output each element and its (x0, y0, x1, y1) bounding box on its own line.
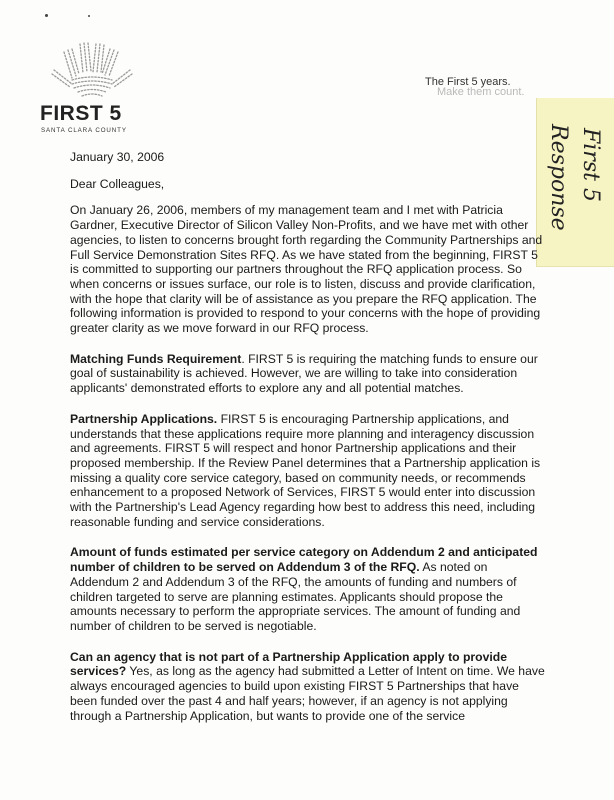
hand-icon (50, 40, 140, 102)
section-heading: Partnership Applications. (70, 411, 218, 426)
section-body: Yes, as long as the agency had submitted a Letter of Intent on time. We have always encouraged agencies to build upon existing FIRST 5 Partnerships that have been funded over the past 4 and half years; however, if an agency is not applying through a Partnership Application, but wants to provide one of the service (70, 664, 545, 723)
section-heading: Matching Funds Requirement (70, 351, 242, 366)
section-body: FIRST 5 is encouraging Partnership applications, and understands that these applications require more planning and interagency discussion and agreements. FIRST 5 will respect and honor Partnership applications and their proposed membership. If the Review Panel determines that a Partnership application is missing a quality core service category, based on community needs, or recommends enhancement to a proposed Network of Services, FIRST 5 would enter into discussion with the Partnership's Lead Agency regarding how best to address this need, including reasonable funding and service considerations. (70, 411, 541, 529)
section-heading: Amount of funds estimated per service category on Addendum 2 and anticipated number of children to be served on Addendum 3 of the RFQ. (70, 545, 538, 575)
logo-subtitle: SANTA CLARA COUNTY (41, 127, 127, 134)
scan-speck (45, 14, 48, 17)
first5-logo (40, 40, 150, 136)
scan-speck (88, 15, 90, 17)
section-body: . FIRST 5 is requiring the matching funds to ensure our goal of sustainability is achieved. However, we are willing to take into consideration applicants' demonstrated efforts to explore any and all potential matches. (70, 351, 538, 396)
tagline-line-2: Make them count. (437, 86, 525, 98)
sticky-line-2: Response (546, 124, 571, 231)
letter-salutation: Dear Colleagues, (70, 176, 165, 191)
section-body: As noted on Addendum 2 and Addendum 3 of the RFQ, the amounts of funding and numbers of children targeted to serve are planning estimates. Applicants should propose the amounts necessary to perform the appropriate services. The amount of funding and number of children to be served is negotiable. (70, 560, 521, 633)
section-non-partnership-agency (70, 650, 548, 724)
section-matching-funds (70, 352, 548, 396)
tagline (425, 76, 545, 98)
section-partnership-applications (70, 412, 548, 530)
tagline-line-1: The First 5 years. (425, 76, 511, 88)
section-amount-of-funds (70, 545, 548, 633)
intro-paragraph: On January 26, 2006, members of my management team and I met with Patricia Gardner, Executive Director of Silicon Valley Non-Profits, and we have met with other agencies, to listen to concerns brought forth regarding the Community Partnerships and Full Service Demonstration Sites RFQ. As we have stated from the beginning, FIRST 5 is committed to supporting our partners throughout the RFQ application process. So when concerns or issues surface, our role is to listen, discuss and provide clarification, with the hope that clarity will be of assistance as you prepare the RFQ application. The following information is provided to respond to your concerns with the hope of providing greater clarity as we move forward in our RFQ process. (70, 203, 543, 336)
sticky-line-1: First 5 (578, 128, 603, 202)
letter-body (70, 150, 548, 739)
sticky-handwriting (541, 120, 611, 258)
logo-name: FIRST 5 (40, 102, 122, 125)
section-heading: Can an agency that is not part of a Partnership Application apply to provide services? (70, 649, 508, 679)
letter-date: January 30, 2006 (70, 150, 165, 164)
